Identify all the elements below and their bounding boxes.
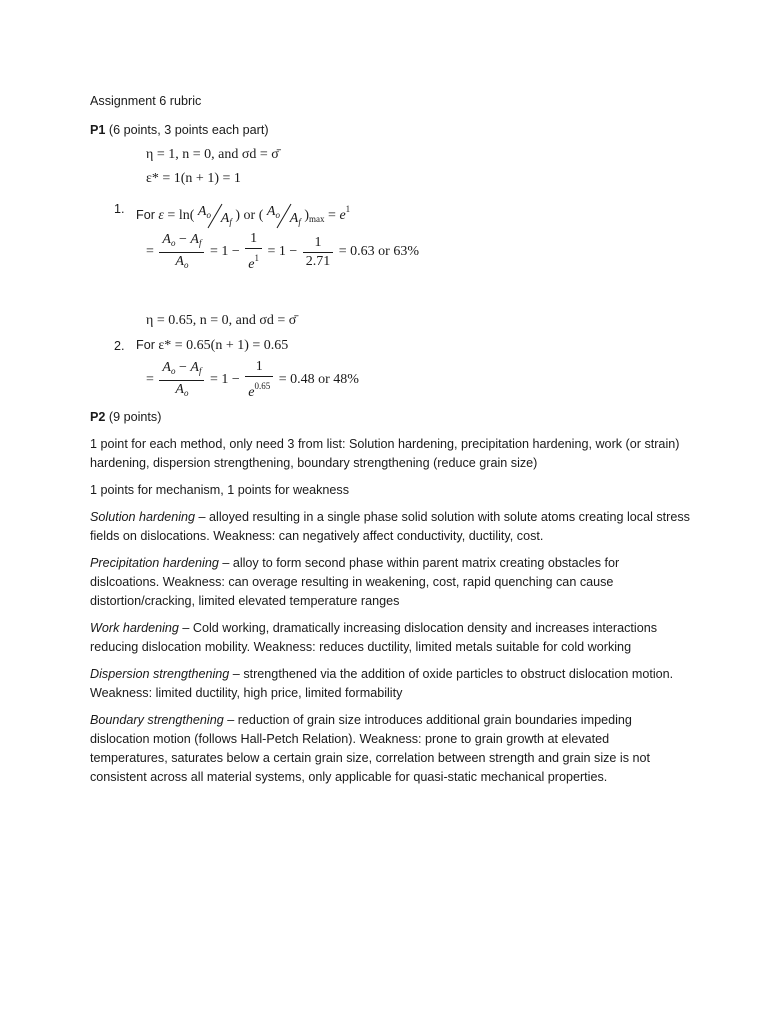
method-precipitation-hardening: Precipitation hardening – alloy to form second phase within parent matrix creating obstacles for dislcoations. Weakness: can overage resulting in weakening, cost, rapid quenching can cause distortion/cracking, limited elevated temperature ranges [90, 556, 620, 608]
p1-part2-equations [90, 310, 690, 402]
method-boundary-strengthening: Boundary strengthening – reduction of grain size introduces additional grain boundaries impeding dislocation motion (follows Hall-Petch Relation). Weakness: prone to grain growth at elevated temperatures, saturates below a certain grain size, correlation between strength and grain size is not consistent across all material systems, only applicable for quasi-static mechanical properties. [90, 713, 651, 784]
p2-heading [90, 408, 690, 427]
p1-part1-result: = 0.63 or 63% [338, 244, 419, 260]
p1-heading [90, 121, 690, 140]
p1-part1-reduction-eq: = $\frac{A_o - A_f}{A_o}$ = 1 − $\frac{1}{e^1}$ = 1 − $\frac{1}{2.71}$ = 0.63 or 63% [146, 231, 419, 272]
area-ratio-max: $A_o$ $A_f$ [266, 203, 301, 227]
p2-intro: 1 point for each method, only need 3 from list: Solution hardening, precipitation hardening, work (or strain) hardening, dispersion strengthening, boundary strengthening (reduce grain size) [90, 437, 680, 470]
p1-part1-strain-eq: 1. For ε = ln( $A_o$ $A_f$ ) or ( $A_o$ $A_f$ )$_{max} = e^1$ [90, 192, 690, 224]
area-ratio: $A_o$ $A_f$ [197, 203, 232, 227]
p2-scoring: 1 points for mechanism, 1 points for weakness [90, 483, 349, 497]
p2-points: (9 points) [108, 410, 162, 424]
p1-part2-line-b: 2. For ε* = 0.65(n + 1) = 0.65 [90, 334, 690, 358]
p1-part1-line-b: ε* = 1(n + 1) = 1 [146, 171, 241, 186]
p1-part2-line-a: η = 0.65, n = 0, and σd = σ̄ [146, 313, 297, 328]
method-work-hardening: Work hardening – Cold working, dramatically increasing dislocation density and increases interactions reducing dislocation mobility. Weakness: reduces ductility, limited metals suitable for cold working [90, 621, 658, 654]
p1-label: P1 [90, 123, 106, 137]
p1-part1-line-a: η = 1, n = 0, and σd = σ̄ [146, 147, 279, 162]
p1-part2-reduction-eq: = $\frac{A_o - A_f}{A_o}$ = 1 − $\frac{1}{e^{0.65}}$ = 0.48 or 48% [146, 359, 359, 400]
p1-points: (6 points, 3 points each part) [108, 123, 269, 137]
p1-part2-number: 2. [114, 339, 125, 353]
p1-part1-for: For [136, 208, 155, 222]
method-dispersion-strengthening: Dispersion strengthening – strengthened via the addition of oxide particles to obstruct dislocation motion. Weakness: limited ductility, high price, limited formability [90, 667, 674, 700]
p1-part2-for: For [136, 338, 155, 352]
p2-label: P2 [90, 410, 106, 424]
document-title: Assignment 6 rubric [90, 94, 202, 108]
p1-part1-equations [90, 144, 690, 274]
method-solution-hardening: Solution hardening – alloyed resulting in a single phase solid solution with solute atoms creating local stress fields on dislocations. Weakness: can negatively affect conductivity, ductility, cost. [90, 510, 690, 543]
p1-part2-result: = 0.48 or 48% [278, 372, 359, 388]
p1-part1-number: 1. [114, 202, 125, 216]
document-page [90, 92, 690, 787]
